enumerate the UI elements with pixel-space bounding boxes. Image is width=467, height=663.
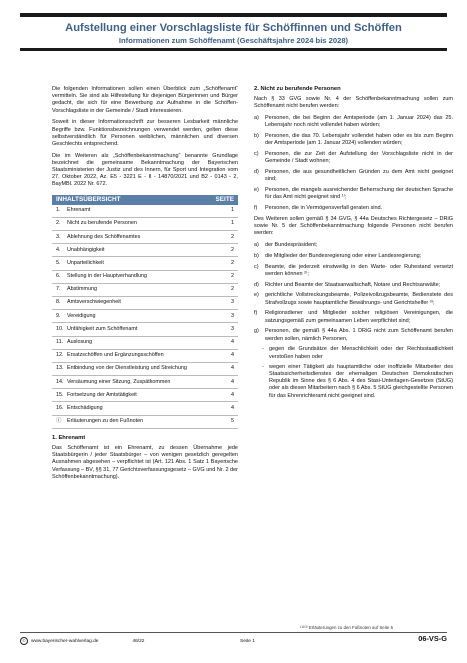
list-item	[254, 169, 453, 183]
list-item	[254, 328, 453, 342]
footnote-reference: ¹⁾²⁾³⁾ Erläuterungen zu den Fußnoten auf Seite 5	[300, 625, 394, 630]
section-2-intro: Nach § 33 GVG sowie Nr. 4 der Schöffenbekanntmachung sollen zum Schöffenamt nicht berufen werden:	[254, 96, 453, 110]
toc-row[interactable]	[52, 323, 238, 336]
list-marker: f)	[254, 310, 258, 317]
toc-page-number: 3	[231, 312, 234, 319]
list-item	[254, 115, 453, 129]
intro-paragraph: Die im Weiteren als „Schöffenbekanntmachung“ benannte Grundlage bezeichnet die gemeinsame Bekanntmachung der Bayerischen Staatsministerien der Justiz und des Innern, für Sport und Integration vom 27. Oktober 2022, Az. E5 - 3221 E - II - 14870/2021 und B2 - 0143 - 2, BayMBl. 2022 Nr. 672.	[52, 152, 238, 188]
right-column	[254, 86, 453, 403]
toc-title-text: Erläuterungen zu den Fußnoten	[67, 418, 144, 425]
toc-page-number: 2	[231, 286, 234, 293]
toc-number: 3.	[56, 233, 61, 240]
toc-number: 5.	[56, 259, 61, 266]
toc-page-number: 2	[231, 233, 234, 240]
toc-title-text: Ehrenamt	[67, 207, 91, 214]
list-marker: a)	[254, 115, 259, 122]
list-text: Religionsdiener und Mitglieder solcher religiösen Vereinigungen, die satzungsgemäß zum gemeinsamen Leben verpflichtet sind;	[265, 310, 453, 324]
toc-row[interactable]	[52, 271, 238, 284]
toc-row[interactable]	[52, 297, 238, 310]
toc-number: ⓘ	[56, 418, 62, 425]
toc-row[interactable]	[52, 389, 238, 402]
list-text: Beamte, die jederzeit einstweilig in den Warte- oder Ruhestand versetzt werden können ²⁾;	[265, 263, 453, 277]
toc-number: 14.	[56, 378, 64, 385]
toc-title: INHALTSÜBERSICHT	[56, 195, 121, 203]
list-marker: g)	[254, 328, 259, 335]
list-text: der Bundespräsident;	[265, 242, 318, 249]
toc-number: 7.	[56, 286, 61, 293]
list-item	[262, 364, 453, 400]
toc-page-label: SEITE	[215, 195, 234, 203]
toc-title-text: Abstimmung	[67, 286, 97, 293]
toc-title-text: Nicht zu berufende Personen	[67, 220, 137, 227]
page-title: Aufstellung einer Vorschlagsliste für Schöffinnen und Schöffen	[65, 22, 402, 34]
toc-title-text: Ersatzschöffen und Ergänzungsschöffen	[67, 352, 164, 359]
list-text: Richter und Beamte der Staatsanwaltschaft, Notare und Rechtsanwälte;	[265, 281, 441, 288]
list-text: Personen, die mangels ausreichender Beherrschung der deutschen Sprache für das Amt nicht geeignet sind ¹⁾;	[265, 187, 453, 201]
toc-row[interactable]	[52, 416, 238, 429]
toc-page-number: 4	[231, 378, 234, 385]
section-1-text: Das Schöffenamt ist ein Ehrenamt, zu dessen Übernahme jede Staatsbürgerin / jeder Staatsbürger – von wenigen gesetzlich geregelten Ausnahmen abgesehen – verpflichtet ist (Art. 121 Abs. 1 Satz 1 Bayerische Verfassung – BV, §§ 31, 77 Gerichtsverfassungsgesetz – GVG und Nr. 2 der Schöffenbekanntmachung).	[52, 445, 238, 480]
list-item	[254, 282, 453, 289]
website-link[interactable]: www.bayerischer-wahlverlag.de	[31, 638, 99, 644]
toc-row[interactable]	[52, 350, 238, 363]
toc-row[interactable]	[52, 218, 238, 231]
toc-page-number: 4	[231, 352, 234, 359]
list-marker: c)	[254, 263, 259, 270]
toc-number: 15.	[56, 391, 64, 398]
copyright-icon: ©	[20, 637, 28, 645]
toc-page-number: 5	[231, 418, 234, 425]
intro-paragraph: Soweit in dieser Informationsschrift zur besseren Lesbarkeit männliche Begriffe bzw. Funktionsbezeichnungen verwendet werden, gelten diese selbstverständlich für Personen weiblichen, männlichen und diversen Geschlechts entsprechend.	[52, 119, 238, 147]
list-item	[254, 253, 453, 260]
sub-list	[254, 346, 453, 399]
toc-number: 10.	[56, 325, 64, 332]
list-item	[254, 187, 453, 201]
toc-page-number: 2	[231, 273, 234, 280]
list-item	[254, 264, 453, 278]
toc-title-text: Ablehnung des Schöffenamtes	[67, 233, 141, 240]
toc-number: 9.	[56, 312, 61, 319]
list-marker: d)	[254, 281, 259, 288]
toc-page-number: 3	[231, 325, 234, 332]
toc-page-number: 4	[231, 404, 234, 411]
header-rule	[20, 48, 447, 51]
toc-number: 12.	[56, 352, 64, 359]
toc-title-text: Stellung in der Hauptverhandlung	[67, 273, 148, 280]
list-marker: c)	[254, 151, 259, 158]
toc-row[interactable]	[52, 284, 238, 297]
website[interactable]	[20, 637, 98, 645]
list-marker: -	[262, 363, 264, 370]
top-rule	[20, 13, 447, 17]
list-text: gerichtliche Vollstreckungsbeamte, Polizeivollzugsbeamte, Bedienstete des Strafvollzugs sowie hauptamtliche Bewährungs- und Gerichtshelfer ³⁾;	[265, 292, 453, 306]
toc-row[interactable]	[52, 363, 238, 376]
section-1-title: 1. Ehrenamt	[52, 434, 86, 441]
toc-title-text: Auslosung	[67, 339, 93, 345]
toc-row[interactable]	[52, 376, 238, 389]
list-marker: a)	[254, 242, 259, 249]
list-text: Personen, die das 70. Lebensjahr vollendet haben oder es bis zum Beginn der Amtsperiode (am 1. Januar 2024) vollenden würden;	[265, 133, 453, 147]
toc-title-text: Fortsetzung der Amtstätigkeit	[67, 391, 137, 398]
toc-page-number: 4	[231, 391, 234, 398]
toc-number: 2.	[56, 220, 61, 227]
list-marker: d)	[254, 169, 259, 176]
list-text: wegen einer Tätigkeit als hauptamtliche oder inoffizielle Mitarbeiter des Staatssicherheitsdienstes der ehemaligen Deutschen Demokratischen Republik im Sinne des § 6 Abs. 4 des Stasi-Unterlagen-Gesetzes (StUG) oder als diesen Mitarbeitern nach § 6 Abs. 5 StUG gleichgestellte Personen für das Ehrenrichteramt nicht geeignet sind.	[269, 363, 453, 399]
footer	[20, 636, 447, 646]
toc-number: 13.	[56, 365, 64, 372]
list-not-appointed-b	[254, 242, 453, 343]
list-item	[254, 205, 453, 212]
toc-title-text: Entschädigung	[67, 404, 103, 411]
toc-title-text: Vereidigung	[67, 312, 96, 319]
list-text: Personen, die zur Zeit der Aufstellung der Vorschlagsliste nicht in der Gemeinde / Stadt wohnen;	[265, 151, 453, 165]
list-text: Personen, die gemäß § 44a Abs. 1 DRiG nicht zum Schöffenamt berufen werden sollen, nämlich Personen,	[265, 328, 453, 342]
toc-row[interactable]	[52, 244, 238, 257]
toc-row[interactable]	[52, 337, 238, 350]
toc-number: 4.	[56, 246, 61, 253]
list-item	[254, 292, 453, 306]
list-text: Personen, die aus gesundheitlichen Gründen zu dem Amt nicht geeignet sind;	[265, 169, 453, 183]
toc-page-number: 2	[231, 246, 234, 253]
list-marker: e)	[254, 292, 259, 299]
form-code: 06-VS-G	[418, 634, 447, 643]
list-text: die Mitglieder der Bundesregierung oder einer Landesregierung;	[265, 252, 422, 259]
toc-title-text: Unabhängigkeit	[67, 246, 105, 253]
toc-page-number: 2	[231, 259, 234, 266]
section-2-title: 2. Nicht zu berufende Personen	[254, 86, 341, 92]
toc-number: 1.	[56, 207, 61, 214]
toc-number: 8.	[56, 299, 61, 306]
toc-page-number: 4	[231, 365, 234, 372]
toc-title-text: Unfähigkeit zum Schöffenamt	[67, 325, 138, 332]
list-item	[254, 242, 453, 249]
footer-rule	[20, 632, 447, 633]
intro-paragraph: Die folgenden Informationen sollen einen Überblick zum „Schöffenamt“ vermitteln. Sie sind als Hilfestellung für diejenigen Bürgerinnen und Bürger gedacht, die sich für eine Bewerbung zur Aufnahme in die Schöffen-Vorschlagsliste in der Gemeinde / Stadt interessieren.	[52, 86, 238, 114]
toc-row[interactable]	[52, 402, 238, 415]
list-marker: b)	[254, 133, 259, 140]
toc-row[interactable]	[52, 310, 238, 323]
toc-row[interactable]	[52, 205, 238, 218]
toc-title-text: Amtsverschwiegenheit	[67, 299, 121, 306]
list-text: Personen, die in Vermögensverfall geraten sind.	[265, 205, 383, 212]
list-not-appointed-a	[254, 115, 453, 212]
list-text: gegen die Grundsätze der Menschlichkeit oder der Rechtsstaatlichkeit verstoßen haben oder	[269, 346, 453, 360]
list-item	[254, 310, 453, 324]
page-subtitle: Informationen zum Schöffenamt (Geschäftsjahre 2024 bis 2028)	[118, 36, 349, 45]
list-item	[262, 346, 453, 360]
left-column	[52, 86, 238, 486]
toc-page-number: 1	[231, 220, 234, 227]
list-item	[254, 151, 453, 165]
table-of-contents	[52, 195, 238, 429]
list-marker: b)	[254, 252, 259, 259]
toc-number: 11.	[56, 339, 64, 345]
list-text: Personen, die bei Beginn der Amtsperiode (am 1. Januar 2024) das 25. Lebensjahr noch nicht vollendet haben würden;	[265, 115, 453, 129]
toc-header	[52, 195, 238, 205]
list-item	[254, 133, 453, 147]
page-reference: 46/22	[132, 638, 145, 644]
toc-page-number: 1	[231, 207, 234, 214]
list-marker: e)	[254, 187, 259, 194]
page-number: Seite 1	[240, 638, 255, 644]
section-2-mid: Des Weiteren sollen gemäß § 34 GVG, § 44a Deutsches Richtergesetz – DRiG sowie Nr. 5 der Schöffenbekanntmachung folgende Personen nicht berufen werden:	[254, 215, 453, 237]
list-marker: -	[262, 346, 264, 353]
list-marker: f)	[254, 205, 258, 212]
toc-row[interactable]	[52, 231, 238, 244]
toc-title-text: Entbindung von der Dienstleistung und Streichung	[67, 365, 187, 372]
toc-page-number: 3	[231, 299, 234, 306]
toc-title-text: Versäumung einer Sitzung, Zuspätkommen	[67, 378, 171, 385]
toc-number: 16.	[56, 404, 64, 411]
toc-page-number: 4	[231, 339, 234, 345]
toc-number: 6.	[56, 273, 61, 280]
toc-title-text: Unparteilichkeit	[67, 259, 104, 266]
toc-row[interactable]	[52, 257, 238, 270]
